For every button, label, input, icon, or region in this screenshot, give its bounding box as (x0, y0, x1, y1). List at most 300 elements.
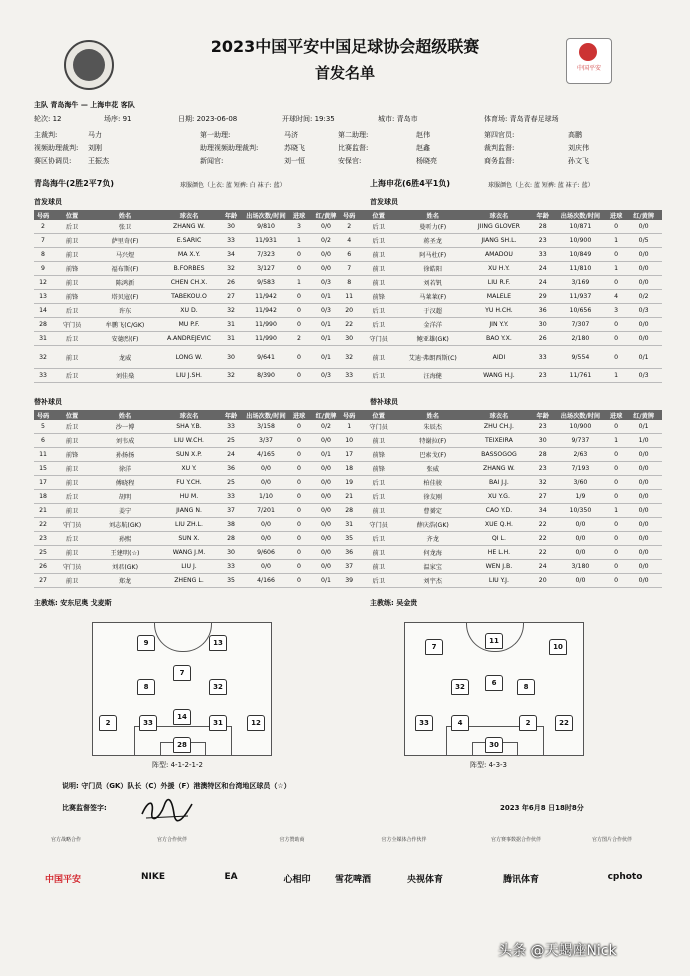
table-cell: 沙一博 (92, 420, 158, 434)
table-cell: QI L. (466, 532, 531, 546)
table-row (340, 574, 662, 588)
table-cell: MU P.F. (158, 318, 220, 332)
table-cell: 0/0 (625, 332, 662, 346)
table-cell: 26 (220, 276, 242, 290)
table-cell: 3 (607, 304, 625, 318)
table-row (34, 546, 344, 560)
table-cell: 21 (340, 490, 358, 504)
table-cell: 3/169 (554, 276, 607, 290)
table-cell: 后卫 (358, 574, 399, 588)
table-cell: E.SARIC (158, 234, 220, 248)
column-header: 年龄 (532, 210, 554, 220)
table-row (34, 262, 344, 276)
table-cell: 31 (220, 318, 242, 332)
player-shirt-icon: 4 (451, 715, 469, 731)
table-cell: 22 (532, 518, 554, 532)
table-cell: 0/0 (308, 248, 344, 262)
table-row (34, 220, 344, 234)
table-cell: JIING GLOVER (466, 220, 531, 234)
player-shirt-icon: 32 (209, 679, 227, 695)
table-cell: 萨里奇(F) (92, 234, 158, 248)
away-subs-label: 替补球员 (370, 398, 398, 406)
player-shirt-icon: 22 (555, 715, 573, 731)
table-cell: 0 (607, 332, 625, 346)
table-row (340, 346, 662, 369)
official-name: 孙文飞 (568, 157, 589, 165)
player-shirt-icon: 33 (139, 715, 157, 731)
table-cell: 阿马杜(F) (399, 248, 466, 262)
table-cell: 0 (290, 304, 308, 318)
table-cell: 前锋 (358, 462, 399, 476)
table-cell: SUN X. (158, 532, 220, 546)
table-cell: 后卫 (52, 332, 92, 346)
table-cell: WEN J.B. (466, 560, 531, 574)
table-cell: 0/0 (625, 490, 662, 504)
sponsor-logo (196, 872, 266, 892)
table-cell: 22 (532, 546, 554, 560)
column-header: 出场次数/时间 (242, 210, 290, 220)
table-cell: 25 (34, 546, 52, 560)
table-cell: 26 (34, 560, 52, 574)
table-cell: 后卫 (358, 220, 399, 234)
table-cell: 薛庆浩(GK) (399, 518, 466, 532)
table-cell: 31 (340, 518, 358, 532)
sponsor-logo (390, 872, 460, 892)
table-cell: 1 (607, 504, 625, 518)
table-cell: 0/2 (308, 234, 344, 248)
table-row (340, 476, 662, 490)
official-role-label: 第二助理: (338, 131, 369, 139)
table-row (340, 304, 662, 318)
player-shirt-icon: 28 (173, 737, 191, 753)
column-header: 球衣名 (466, 410, 531, 420)
table-cell: 鲍亚雄(GK) (399, 332, 466, 346)
player-shirt-icon: 12 (247, 715, 265, 731)
table-row (340, 462, 662, 476)
table-cell: 0 (290, 560, 308, 574)
table-row (34, 369, 344, 383)
table-cell: 0/1 (625, 346, 662, 369)
table-row (34, 574, 344, 588)
table-cell: 齐龙 (399, 532, 466, 546)
table-cell: AMADOU (466, 248, 531, 262)
table-cell: 14 (34, 304, 52, 318)
table-cell: 3/60 (554, 476, 607, 490)
table-cell: 张卫 (92, 220, 158, 234)
column-header: 姓名 (92, 410, 158, 420)
table-cell: 1 (607, 434, 625, 448)
away-starters-table (340, 210, 662, 383)
table-cell: JIANG N. (158, 504, 220, 518)
player-shirt-icon: 2 (519, 715, 537, 731)
table-cell: 特谢拉(F) (399, 434, 466, 448)
table-cell: 9/583 (242, 276, 290, 290)
table-cell: 22 (34, 518, 52, 532)
table-cell: 33 (532, 346, 554, 369)
table-cell: 35 (340, 532, 358, 546)
table-cell: MALELE (466, 290, 531, 304)
table-cell: 0/1 (308, 448, 344, 462)
table-cell: 0 (290, 346, 308, 369)
table-cell: 前锋 (52, 448, 92, 462)
table-cell: 刘若钒 (399, 276, 466, 290)
sponsor-logo (118, 872, 188, 892)
table-row (34, 504, 344, 518)
table-cell: 孙熙 (92, 532, 158, 546)
table-cell: 10/900 (554, 420, 607, 434)
table-cell: XUE Q.H. (466, 518, 531, 532)
table-cell: 34 (220, 248, 242, 262)
table-cell: 36 (532, 304, 554, 318)
table-row (340, 369, 662, 383)
table-cell: 前锋 (358, 448, 399, 462)
table-cell: 0/0 (308, 434, 344, 448)
table-cell: 24 (532, 262, 554, 276)
table-header-row (34, 410, 344, 420)
table-cell: 前锋 (52, 262, 92, 276)
table-cell: WANG J.M. (158, 546, 220, 560)
home-formation-label: 阵型: 4-1-2-1-2 (152, 761, 203, 769)
table-cell: 0/0 (242, 532, 290, 546)
home-name: 青岛海牛 (34, 179, 66, 188)
table-cell: 巴索戈(F) (399, 448, 466, 462)
table-cell: 张威 (399, 462, 466, 476)
table-row (34, 434, 344, 448)
column-header: 年龄 (220, 210, 242, 220)
table-cell: 9/554 (554, 346, 607, 369)
table-cell: 2 (34, 220, 52, 234)
table-cell: 4/166 (242, 574, 290, 588)
table-cell: WANG H.J. (466, 369, 531, 383)
official-role-label: 助理视频助理裁判: (200, 144, 259, 152)
home-record: (2胜2平7负) (66, 179, 115, 188)
table-cell: 28 (340, 504, 358, 518)
table-cell: 32 (34, 346, 52, 369)
table-cell: BASSOGOG (466, 448, 531, 462)
table-cell: 1/9 (554, 490, 607, 504)
table-cell: 守门员 (52, 318, 92, 332)
table-cell: 守门员 (52, 560, 92, 574)
table-cell: 2 (340, 220, 358, 234)
table-cell: 11 (340, 290, 358, 304)
table-cell: 10/871 (554, 220, 607, 234)
official-role-label: 第一助理: (200, 131, 231, 139)
table-cell: 前卫 (52, 546, 92, 560)
table-cell: 0/3 (625, 369, 662, 383)
table-cell: 刘志航(GK) (92, 518, 158, 532)
table-cell: 守门员 (358, 332, 399, 346)
table-cell: JIN Y.Y. (466, 318, 531, 332)
table-cell: HE L.H. (466, 546, 531, 560)
table-cell: ZHANG W. (466, 462, 531, 476)
table-cell: 后卫 (358, 369, 399, 383)
home-subs-table (34, 410, 344, 588)
table-cell: 1 (340, 420, 358, 434)
table-cell: A.ANDREJEVIC (158, 332, 220, 346)
table-cell: 0 (607, 318, 625, 332)
table-cell: 前卫 (52, 346, 92, 369)
table-cell: 0/2 (625, 290, 662, 304)
table-cell: 0/0 (625, 476, 662, 490)
sponsor-caption: 官方赞助商 (279, 837, 305, 843)
table-row (340, 332, 662, 346)
column-header: 号码 (340, 210, 358, 220)
table-cell: 后卫 (52, 490, 92, 504)
table-cell: 刘韦成 (92, 434, 158, 448)
table-cell: 17 (34, 476, 52, 490)
away-record: (6胜4平1负) (402, 179, 451, 188)
table-cell: 7/307 (554, 318, 607, 332)
table-cell: 0/0 (308, 546, 344, 560)
table-cell: 15 (34, 462, 52, 476)
table-cell: 柏佳骏 (399, 476, 466, 490)
table-cell: 徐洋 (92, 462, 158, 476)
table-cell: 0 (607, 532, 625, 546)
player-shirt-icon: 13 (209, 635, 227, 651)
official-role-label: 第四官员: (484, 131, 515, 139)
column-header: 出场次数/时间 (242, 410, 290, 420)
table-row (34, 518, 344, 532)
table-cell: 蒋圣龙 (399, 234, 466, 248)
sponsor-name: NIKE (140, 872, 165, 882)
table-cell: 30 (532, 318, 554, 332)
table-cell: 前锋 (52, 290, 92, 304)
column-header: 姓名 (399, 410, 466, 420)
table-cell: 36 (220, 462, 242, 476)
table-cell: 32 (220, 304, 242, 318)
official-name: 苏晓飞 (284, 144, 305, 152)
table-cell: 后卫 (358, 234, 399, 248)
table-cell: 32 (220, 262, 242, 276)
table-cell: 温家宝 (399, 560, 466, 574)
table-cell: 10 (340, 434, 358, 448)
table-cell: YU H.CH. (466, 304, 531, 318)
table-cell: 0/0 (308, 262, 344, 276)
table-cell: 3/180 (554, 560, 607, 574)
away-coach: 主教练: 吴金贵 (370, 599, 418, 607)
away-formation-pitch (404, 622, 584, 756)
table-cell: 6 (340, 248, 358, 262)
table-cell: LIU R.F. (466, 276, 531, 290)
table-cell: 0/3 (625, 304, 662, 318)
table-cell: 徐友刚 (399, 490, 466, 504)
table-cell: 守门员 (52, 518, 92, 532)
table-cell: 前卫 (52, 574, 92, 588)
official-role-label: 安保官: (338, 157, 362, 165)
player-shirt-icon: 32 (451, 679, 469, 695)
away-team-name (370, 178, 450, 189)
official-role-label: 主裁判: (34, 131, 58, 139)
table-cell: 26 (532, 332, 554, 346)
table-cell: 0/1 (308, 318, 344, 332)
table-cell: 11/990 (242, 318, 290, 332)
table-cell: 18 (34, 490, 52, 504)
table-cell: 金洋洋 (399, 318, 466, 332)
table-cell: 18 (340, 462, 358, 476)
table-row (340, 262, 662, 276)
table-cell: 0/0 (625, 318, 662, 332)
official-name: 刘一恒 (284, 157, 305, 165)
table-cell: 0 (290, 290, 308, 304)
table-cell: MA X.Y. (158, 248, 220, 262)
table-cell: 24 (220, 448, 242, 462)
table-row (340, 546, 662, 560)
table-cell: 1 (290, 234, 308, 248)
table-cell: 后卫 (52, 420, 92, 434)
table-row (34, 490, 344, 504)
table-cell: XU Y. (158, 462, 220, 476)
table-cell: 0 (290, 318, 308, 332)
table-cell: 0 (290, 434, 308, 448)
table-cell: 4/165 (242, 448, 290, 462)
table-cell: 前卫 (52, 434, 92, 448)
column-header: 红/黄牌 (625, 210, 662, 220)
table-row (34, 462, 344, 476)
table-row (34, 276, 344, 290)
table-cell: 27 (532, 490, 554, 504)
table-cell: 31 (220, 332, 242, 346)
column-header: 红/黄牌 (308, 210, 344, 220)
table-cell: 22 (532, 532, 554, 546)
legend-note: 说明: 守门员（GK）队长（C）外援（F）港澳特区和台湾地区球员（☆） (62, 782, 291, 790)
table-cell: 1 (607, 262, 625, 276)
table-cell: 0 (290, 546, 308, 560)
table-cell: 9 (34, 262, 52, 276)
table-cell: 11/942 (242, 304, 290, 318)
table-cell: 0 (607, 490, 625, 504)
table-cell: 0 (607, 574, 625, 588)
table-cell: 30 (220, 346, 242, 369)
official-role-label: 新闻官: (200, 157, 224, 165)
table-cell: LIU J.SH. (158, 369, 220, 383)
player-shirt-icon: 30 (485, 737, 503, 753)
table-cell: 0 (290, 420, 308, 434)
table-cell: 0/0 (625, 262, 662, 276)
table-cell: 28 (34, 318, 52, 332)
table-cell: 刘佳燊 (92, 369, 158, 383)
table-cell: 姜宁 (92, 504, 158, 518)
table-cell: 曼听力(F) (399, 220, 466, 234)
table-row (34, 448, 344, 462)
home-starters-table (34, 210, 344, 383)
table-cell: 9/606 (242, 546, 290, 560)
table-cell: 胡明 (92, 490, 158, 504)
table-cell: LIU W.CH. (158, 434, 220, 448)
table-cell: 20 (340, 304, 358, 318)
table-cell: 13 (34, 290, 52, 304)
official-name: 王振杰 (88, 157, 109, 165)
table-row (34, 560, 344, 574)
table-cell: 后卫 (358, 532, 399, 546)
table-cell: 7 (34, 234, 52, 248)
match-date: 日期: 2023-06-08 (178, 115, 238, 123)
table-cell: 10/849 (554, 248, 607, 262)
table-cell: 前卫 (358, 262, 399, 276)
table-cell: LIU ZH.L. (158, 518, 220, 532)
table-cell: 9/641 (242, 346, 290, 369)
table-cell: 0/3 (308, 369, 344, 383)
player-shirt-icon: 8 (137, 679, 155, 695)
table-cell: 11/937 (554, 290, 607, 304)
table-row (34, 318, 344, 332)
table-row (340, 234, 662, 248)
official-name: 马济 (284, 131, 298, 139)
table-cell: 孙扬扬 (92, 448, 158, 462)
column-header: 位置 (52, 210, 92, 220)
table-cell: 12 (34, 276, 52, 290)
table-cell: 0/0 (242, 518, 290, 532)
table-cell: 守门员 (358, 420, 399, 434)
table-cell: LIU Y.J. (466, 574, 531, 588)
table-cell: 汪海健 (399, 369, 466, 383)
column-header: 年龄 (220, 410, 242, 420)
table-cell: 许东 (92, 304, 158, 318)
table-cell: 1 (290, 276, 308, 290)
table-cell: 0/1 (308, 346, 344, 369)
table-cell: 0/0 (308, 518, 344, 532)
table-cell: TABEKOU.O (158, 290, 220, 304)
table-cell: 0/0 (308, 462, 344, 476)
column-header: 球衣名 (466, 210, 531, 220)
sponsor-caption: 官方图片合作伙伴 (591, 837, 632, 843)
sponsor-logo (28, 872, 98, 892)
table-cell: 后卫 (52, 304, 92, 318)
official-role-label: 商务监督: (484, 157, 515, 165)
table-cell: 39 (340, 574, 358, 588)
official-name: 刘庆伟 (568, 144, 589, 152)
table-row (34, 304, 344, 318)
sponsor-caption: 官方合作伙伴 (156, 837, 187, 843)
table-cell: 刘君(GK) (92, 560, 158, 574)
table-cell: 23 (532, 369, 554, 383)
player-shirt-icon: 2 (99, 715, 117, 731)
player-shirt-icon: 10 (549, 639, 567, 655)
table-cell: 0/0 (308, 504, 344, 518)
table-cell: 20 (532, 574, 554, 588)
table-cell: 0/0 (308, 476, 344, 490)
table-cell: 32 (532, 476, 554, 490)
table-cell: 前卫 (358, 276, 399, 290)
table-cell: 11/810 (554, 262, 607, 276)
sponsor-name: 央视体育 (406, 875, 443, 885)
column-header: 球衣名 (158, 410, 220, 420)
table-cell: 33 (220, 234, 242, 248)
table-cell: 前卫 (358, 504, 399, 518)
table-cell: TEIXEIRA (466, 434, 531, 448)
home-subs-label: 替补球员 (34, 398, 62, 406)
home-away-line: 主队 青岛海牛 — 上海申花 客队 (34, 101, 135, 109)
table-row (340, 220, 662, 234)
table-row (340, 504, 662, 518)
player-shirt-icon: 6 (485, 675, 503, 691)
table-cell: XU Y.G. (466, 490, 531, 504)
official-role-label: 视频助理裁判: (34, 144, 79, 152)
table-cell: 11/990 (242, 332, 290, 346)
table-header-row (340, 410, 662, 420)
table-cell: 前卫 (358, 560, 399, 574)
column-header: 进球 (607, 410, 625, 420)
table-cell: 10/900 (554, 234, 607, 248)
table-cell: 0/0 (625, 504, 662, 518)
table-cell: 前卫 (358, 248, 399, 262)
table-cell: FU Y.CH. (158, 476, 220, 490)
table-row (34, 532, 344, 546)
sponsor-caption: 官方赛事数据合作伙伴 (490, 837, 541, 843)
table-cell: 0/3 (308, 304, 344, 318)
table-cell: 0/2 (308, 420, 344, 434)
table-cell: 马兴煜 (92, 248, 158, 262)
table-cell: 0 (607, 248, 625, 262)
